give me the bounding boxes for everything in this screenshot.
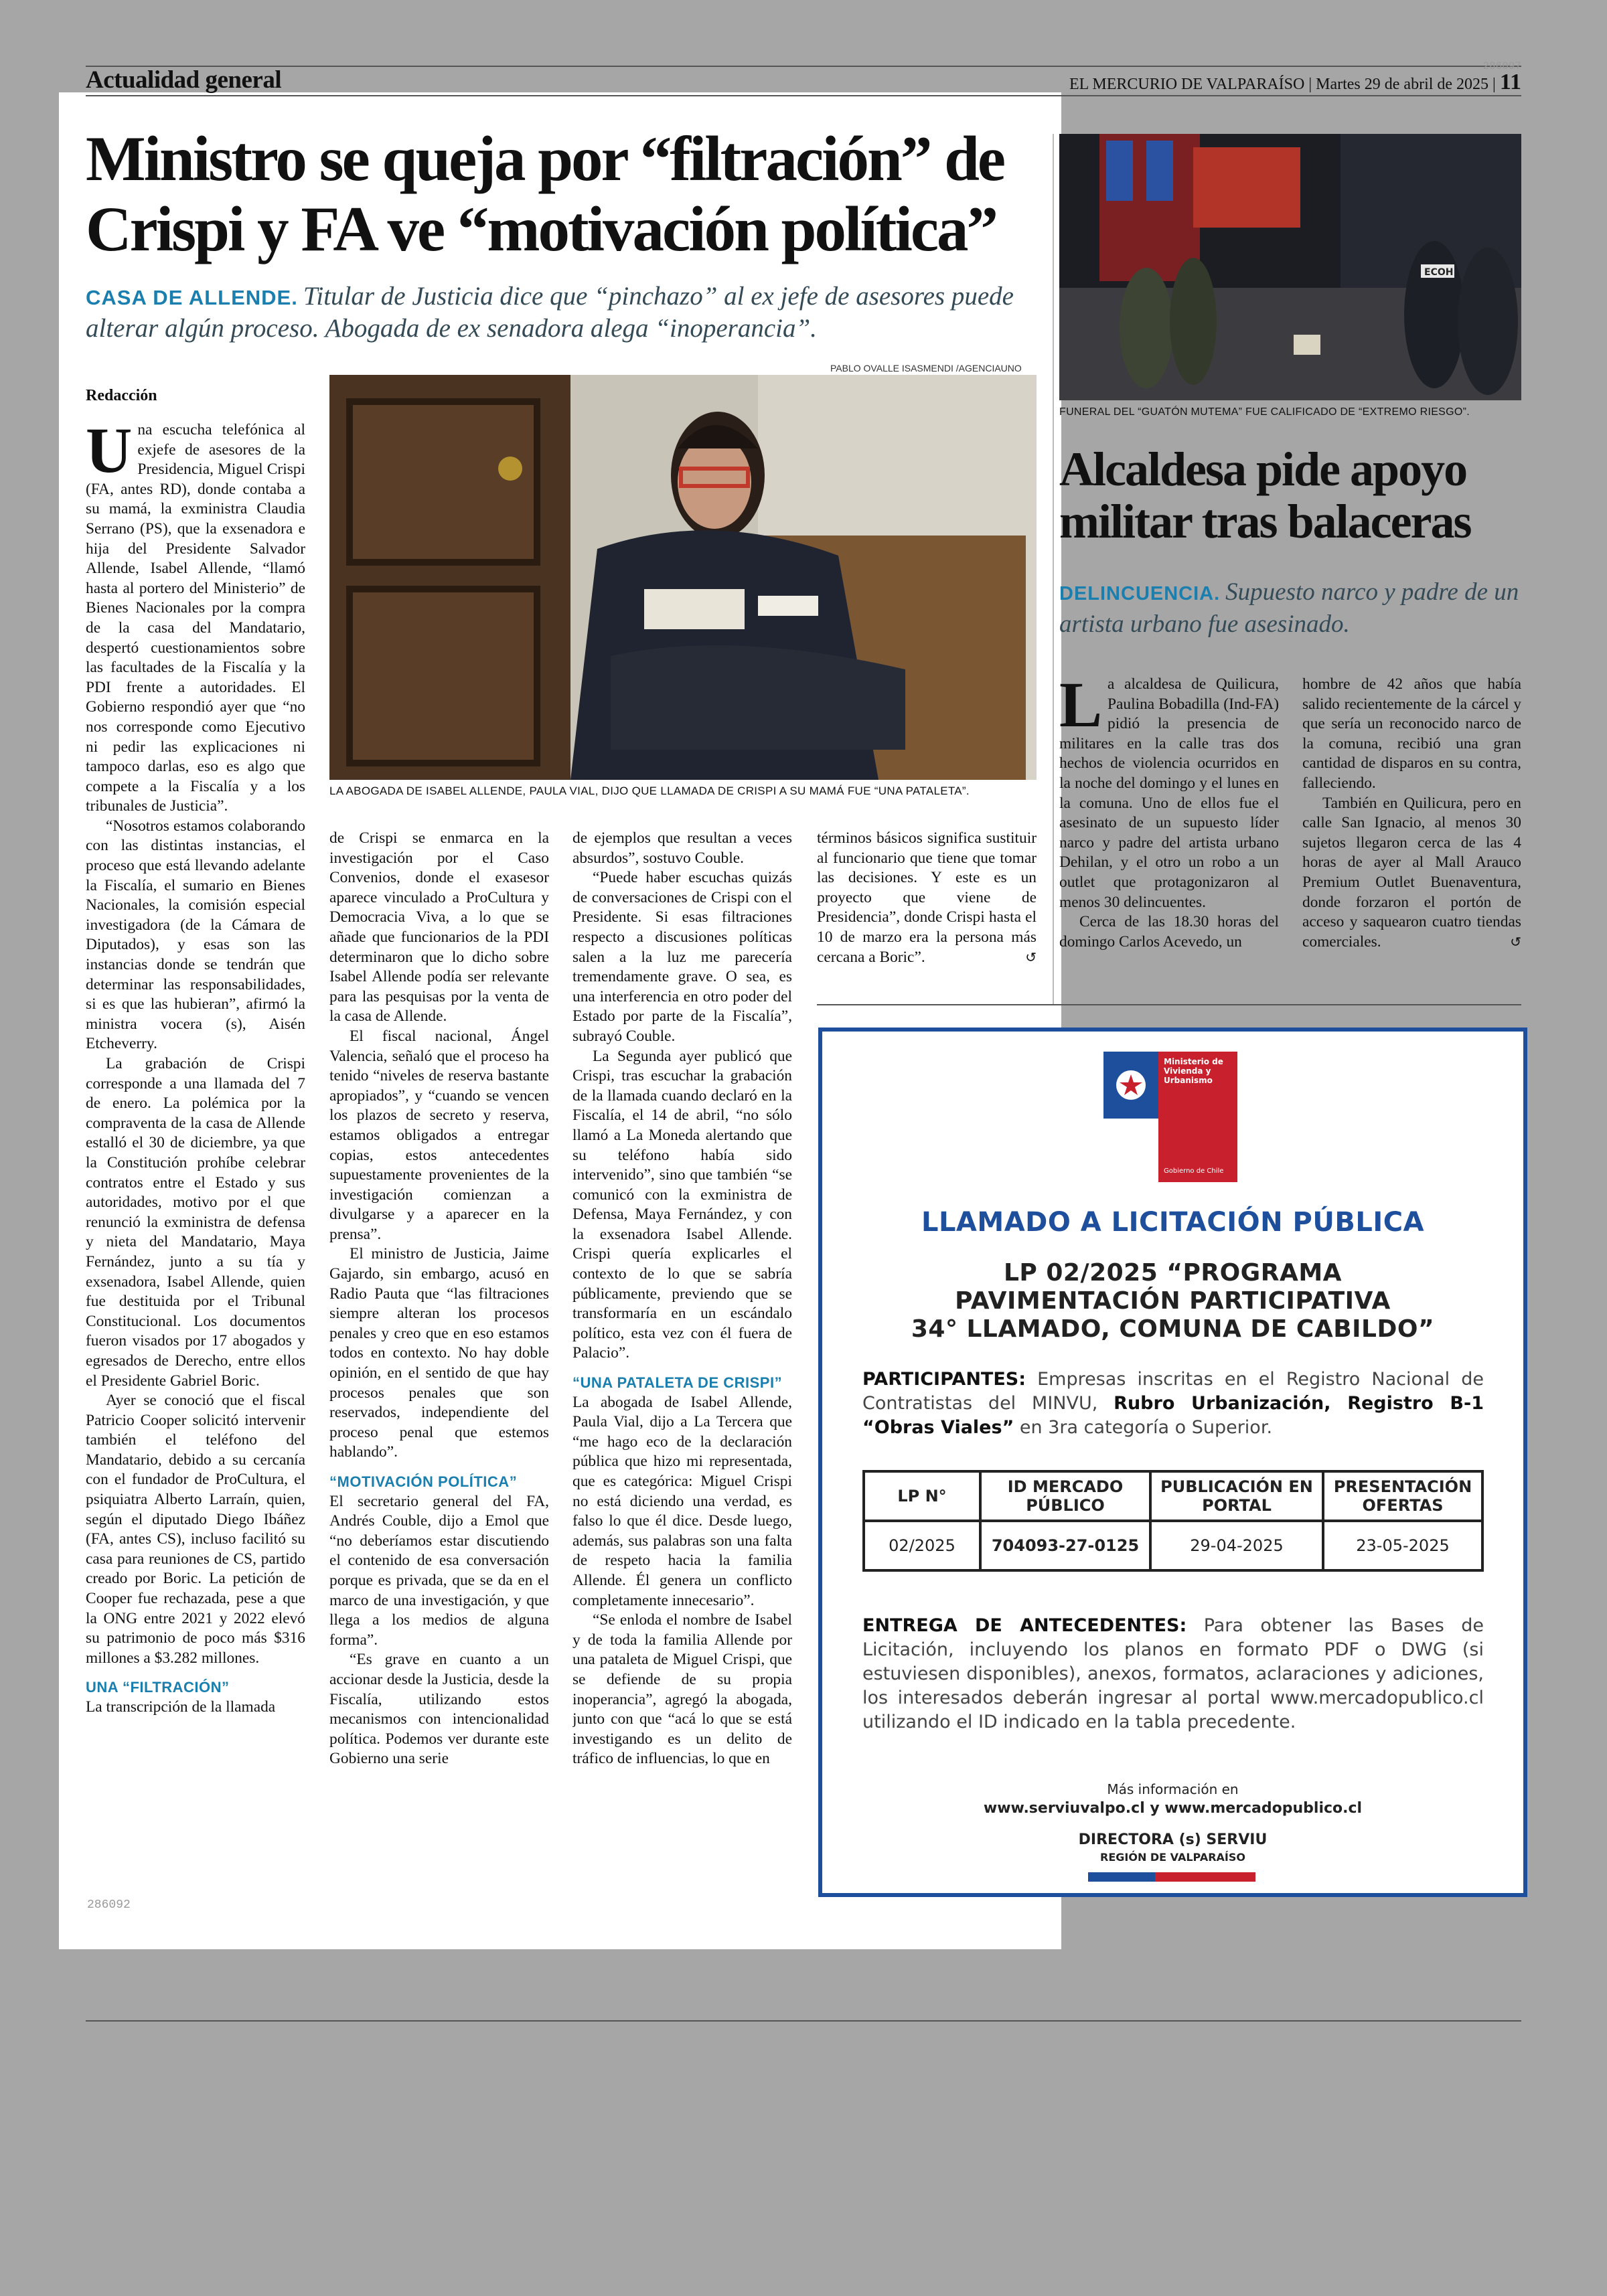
byline: Redacción <box>86 387 157 404</box>
col4-p1: términos básicos significa sustituir al funcionario que tiene que tomar las decisiones. Y este es un proyecto que viene de Presidencia”, donde Crispi hasta el 10 de marzo era la persona más cercana a Boric”. ↺ <box>817 829 1037 967</box>
main-headline: Ministro se queja por “filtración” de Crispi y FA ve “motivación política” <box>86 123 1004 264</box>
col3-p3: La Segunda ayer publicó que Crispi, tras escuchar la grabación de la llamada cuando declaró en la Fiscalía, el 14 de abril, “no sólo llamó a La Moneda alertando que su teléfono había sido intervenido”, sino que también “se comunicó con la exministra de Defensa, Maya Fernández, y con la exsenadora Isabel Allende. Crispi quería explicarles el contexto de lo que se sabría públicamente, previendo que se transformaría en un escándalo político, esta vez con él fuera de Palacio”. <box>572 1047 792 1362</box>
side-deck: DELINCUENCIA. Supuesto narco y padre de un artista urbano fue asesinado. <box>1059 578 1519 638</box>
id-top: 286097 <box>1482 60 1521 72</box>
main-deck: CASA DE ALLENDE. Titular de Justicia dice que “pinchazo” al ex jefe de asesores puede alterar algún proceso. Abogada de ex senadora alega “inoperancia”. <box>86 282 1014 343</box>
chile-coat-of-arms-icon <box>1103 1052 1158 1182</box>
main-col-2 <box>329 829 549 1900</box>
side-col2-p1: hombre de 42 años que había salido recientemente de la cárcel y que sería un reconocido narco de la comuna, recibió una gran cantidad de disparos en su contra, falleciendo. <box>1302 675 1521 792</box>
ad-title: LLAMADO A LICITACIÓN PÚBLICA <box>921 1207 1425 1238</box>
tender-ad <box>818 1028 1527 1897</box>
col1-p2: “Nosotros estamos colaborando con las distintas instancias, el proceso que está llevando adelante la Fiscalía, el sumario en Bienes Nacionales, la comisión especial investigadora (de la Cámara de Diputados), y esas son las instancias donde se tendrán que determinar las responsabilidades, si es que las hubieran”, afirmó la ministra vocera (s), Aisén Etcheverry. <box>86 817 305 1053</box>
dropcap: U <box>86 420 133 486</box>
side-kicker: DELINCUENCIA. <box>1059 583 1221 604</box>
col3-p1: de ejemplos que resultan a veces absurdos”, sostuvo Couble. <box>572 829 792 867</box>
subhead-motivacion: “MOTIVACIÓN POLÍTICA” <box>329 1473 518 1490</box>
main-col-4 <box>817 829 1037 989</box>
logo-government-text: Gobierno de Chile <box>1164 1167 1224 1175</box>
page-number: 11 <box>1499 70 1521 94</box>
td-lp: 02/2025 <box>864 1521 980 1570</box>
ad-more-info: Más información en <box>1107 1781 1239 1797</box>
logo-ministry-text: Ministerio de Vivienda y Urbanismo <box>1164 1057 1223 1085</box>
stripe-blue <box>1088 1872 1155 1882</box>
side-dropcap: L <box>1059 675 1103 740</box>
dateline <box>1069 70 1521 95</box>
end-mark-icon: ↺ <box>1025 949 1037 965</box>
main-col-1 <box>86 420 305 1900</box>
participantes-label: PARTICIPANTES: <box>862 1369 1026 1390</box>
col1-p3: La grabación de Crispi corresponde a una llamada del 7 de enero. La polémica por la compraventa de la casa de Allende estalló el 30 de diciembre, ya que la Constitución prohíbe celebrar contratos entre el Estado y sus autoridades, motivo por el que renunció la exministra de defensa y nieta del Mandatario, Maya Fernández, junto a su tía y exsenadora, Isabel Allende, quien fue destituida por el Tribunal Constitucional. Los documentos fueron visados por 17 abogados y egresados de Derecho, entre ellos el Presidente Gabriel Boric. <box>86 1055 305 1390</box>
th-presentacion: PRESENTACIÓN OFERTAS <box>1323 1471 1482 1521</box>
col1-p4: Ayer se conoció que el fiscal Patricio Cooper solicitó intervenir también el teléfono del Mandatario, debido a su cercanía con el fundador de ProCultura, el psiquiatra Alberto Larraín, quien, según el diputado Diego Ibáñez (FA, antes CS), incluso facilitó su casa para reuniones de CS, partido creado por Boric. La petición de Cooper fue rechazada, pese a que la ONG entre 2021 y 2022 elevó su patrimonio de poco más $316 millones a $3.282 millones. <box>86 1392 305 1667</box>
ad-lp-title: LP 02/2025 “PROGRAMA PAVIMENTACIÓN PARTICIPATIVA 34° LLAMADO, COMUNA DE CABILDO” <box>911 1259 1435 1343</box>
col2-p1: de Crispi se enmarca en la investigación por el Caso Convenios, donde el exasesor aparece vinculado a ProCultura y Democracia Viva, a lo que se añade que funcionarios de la PDI determinaron que lo dicho sobre Isabel Allende podía ser relevante para las pesquisas por la venta de la casa de Allende. <box>329 829 549 1026</box>
top-rule <box>86 66 1521 67</box>
side-col1-p2: Cerca de las 18.30 horas del domingo Carlos Acevedo, un <box>1059 913 1279 951</box>
side-col-1 <box>1059 675 1279 989</box>
td-publicacion: 29-04-2025 <box>1150 1521 1323 1570</box>
col2-p5: “Es grave en cuanto a un accionar desde la Justicia, desde la Fiscalía, utilizando estos mecanismos con intencionalidad política. Podemos ver durante este Gobierno una serie <box>329 1651 549 1768</box>
ad-table-header <box>864 1471 1482 1521</box>
ad-signature-2: REGIÓN DE VALPARAÍSO <box>1100 1851 1245 1864</box>
td-presentacion: 23-05-2025 <box>1323 1521 1482 1570</box>
subhead-pataleta: “UNA PATALETA DE CRISPI” <box>572 1374 783 1392</box>
col3-p4: La abogada de Isabel Allende, Paula Vial, dijo a La Tercera que “me hago eco de la declaración pública que hizo mi representada, que es categórica: Miguel Crispi no está diciendo una verdad, es falso lo que él dice. Desde luego, además, sus palabras son una falta de respeto hacia la familia Allende. Él genera un conflicto completamente innecesario”. <box>572 1393 792 1609</box>
th-id: ID MERCADO PÚBLICO <box>980 1471 1150 1521</box>
ad-urls: www.serviuvalpo.cl y www.mercadopublico.cl <box>983 1800 1363 1817</box>
main-kicker: CASA DE ALLENDE. <box>86 286 298 309</box>
ad-flag-stripe <box>1088 1872 1255 1882</box>
stripe-red <box>1155 1872 1255 1882</box>
logo-white-panel <box>1103 1052 1158 1182</box>
side-col2-p2: También en Quilicura, pero en calle San Ignacio, al menos 30 sujetos llegaron cerca de las 4 horas de ayer al Mall Arauco Premium Outlet Buenaventura, donde forzaron el portón de acceso y saquearon cuatro tiendas comerciales. ↺ <box>1302 794 1521 953</box>
col3-p5: “Se enloda el nombre de Isabel y de toda la familia Allende por una pataleta de Miguel Crispi, que se defiende de su propia inoperancia”, agregó la abogada, junto con que “acá lo que se está investigando es un delito de tráfico de influencias, lo que en <box>572 1611 792 1768</box>
col1-p5: La transcripción de la llamada <box>86 1698 276 1716</box>
col2-p4: El secretario general del FA, Andrés Couble, dijo a Emol que “no deberíamos estar discutiendo el contenido de esa conversación porque es privada, que se da en el marco de una investigación, y que llega a los medios de alguna forma”. <box>329 1492 549 1649</box>
side-headline: Alcaldesa pide apoyo militar tras balaceras <box>1059 442 1471 548</box>
main-col-3 <box>572 829 792 1900</box>
side-end-mark-icon: ↺ <box>1510 933 1521 950</box>
side-photo <box>1059 134 1521 400</box>
side-photo-caption: FUNERAL DEL “GUATÓN MUTEMA” FUE CALIFICADO DE “EXTREMO RIESGO”. <box>1059 406 1470 418</box>
photo-credit: PABLO OVALLE ISASMENDI /AGENCIAUNO <box>830 363 1022 374</box>
ad-entrega: ENTREGA DE ANTECEDENTES: Para obtener las Bases de Licitación, incluyendo los planos en formato PDF o DWG (si estuviesen disponibles), anexos, formatos, aclaraciones y adiciones, los interesados deberán ingresar al portal www.mercadopublico.cl utilizando el ID indicado en la tabla precedente. <box>862 1615 1484 1732</box>
ad-table <box>862 1470 1484 1572</box>
td-id: 704093-27-0125 <box>980 1521 1150 1570</box>
ad-table-row <box>864 1521 1482 1570</box>
side-col-2 <box>1302 675 1521 989</box>
th-publicacion: PUBLICACIÓN EN PORTAL <box>1150 1471 1323 1521</box>
photo-man-on-phone <box>329 375 1037 780</box>
side-col1-p1: La alcaldesa de Quilicura, Paulina Bobadilla (Ind-FA) pidió la presencia de militares en la calle tras dos hechos de violencia ocurridos en la noche del domingo y el lunes en la comuna. Uno de ellos fue el asesinato de un supuesto líder narco y padre del artista urbano Dehilan, y el otro un robo a un outlet que protagonizaron al menos 30 delincuentes. <box>1059 675 1279 911</box>
vest-text: ECOH <box>1424 267 1454 278</box>
minvu-logo <box>1103 1052 1237 1182</box>
section-label: Actualidad general <box>86 66 282 94</box>
ad-participantes: PARTICIPANTES: Empresas inscritas en el Registro Nacional de Contratistas del MINVU, Rubro Urbanización, Registro B-1 “Obras Viales” en 3ra categoría o Superior. <box>862 1369 1484 1438</box>
photo-police-night <box>1059 134 1521 400</box>
column-divider <box>1053 134 1054 1004</box>
ad-top-rule <box>817 1004 1521 1005</box>
entrega-label: ENTREGA DE ANTECEDENTES: <box>862 1615 1187 1636</box>
bottom-rule <box>86 2020 1521 2022</box>
header-rule <box>86 95 1521 96</box>
th-lp: LP N° <box>864 1471 980 1521</box>
dateline-text: EL MERCURIO DE VALPARAÍSO | Martes 29 de abril de 2025 | <box>1069 76 1496 93</box>
ad-signature-1: DIRECTORA (s) SERVIU <box>1078 1831 1268 1848</box>
col2-p2: El fiscal nacional, Ángel Valencia, señaló que el proceso ha tenido “niveles de reserva bastante apropiados”, y “cuando se vencen los plazos de secreto y reserva, estamos obligados a entregar copias, estos antecedentes supuestamente provenientes de la investigación comienzan a divulgarse y a aparecer en la prensa”. <box>329 1027 549 1243</box>
subhead-filtracion: UNA “FILTRACIÓN” <box>86 1679 230 1696</box>
main-photo-caption: LA ABOGADA DE ISABEL ALLENDE, PAULA VIAL, DIJO QUE LLAMADA DE CRISPI A SU MAMÁ FUE “UNA PATALETA”. <box>329 785 970 797</box>
id-bottom: 286092 <box>87 1898 131 1912</box>
col3-p2: “Puede haber escuchas quizás de conversaciones de Crispi con el Presidente. Si esas filtraciones respecto a discusiones políticas salen a la luz me parecería tremendamente grave. O sea, es una interferencia en otro poder del Estado por parte de la Fiscalía”, subrayó Couble. <box>572 869 792 1045</box>
logo-red-panel <box>1158 1052 1237 1182</box>
main-photo <box>329 375 1037 780</box>
col2-p3: El ministro de Justicia, Jaime Gajardo, sin embargo, acusó en Radio Pauta que “las filtraciones siempre alteran los procesos penales y creo que en eso estamos todos en contexto. No hay doble opinión, en el sentido de que hay procesos penales que son reservados, independiente del proceso penal que estemos hablando”. <box>329 1245 549 1461</box>
col1-p1: Una escucha telefónica al exjefe de asesores de la Presidencia, Miguel Crispi (FA, antes RD), donde contaba a su mamá, la exministra Claudia Serrano (PS), que la exsenadora e hija del Presidente Salvador Allende, Isabel Allende, “llamó hasta al portero del Ministerio” de Bienes Nacionales por la compra de la casa del Mandatario, despertó cuestionamientos sobre las facultades de la Fiscalía y la PDI frente a autoridades. El Gobierno respondió ayer que “no nos corresponde como Ejecutivo ni pedir las explicaciones ni tampoco darlas, eso es algo que compete a la Fiscalía y a los tribunales de Justicia”. <box>86 420 305 815</box>
